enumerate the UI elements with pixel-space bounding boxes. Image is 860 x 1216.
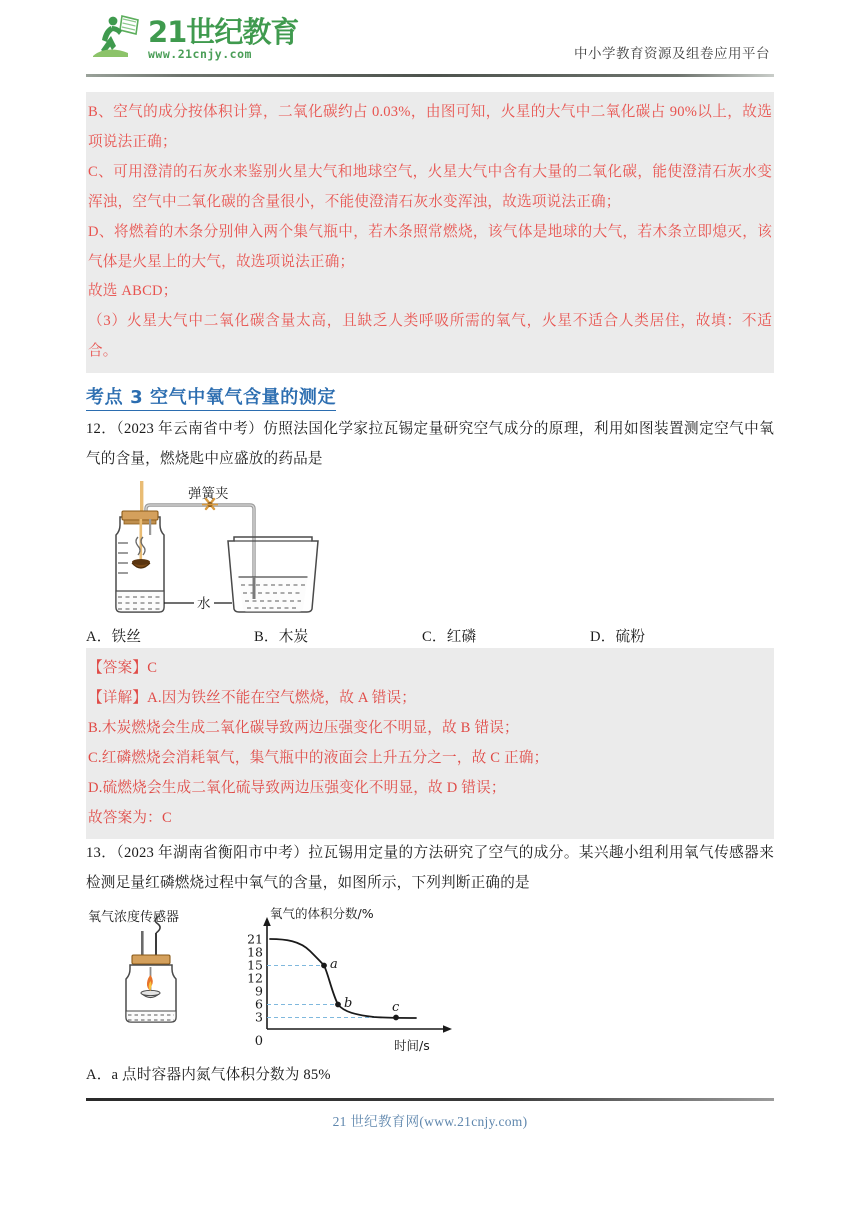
point-b bbox=[335, 1002, 341, 1008]
header-tagline: 中小学教育资源及组卷应用平台 bbox=[574, 46, 770, 62]
svg-text:21: 21 bbox=[247, 931, 263, 947]
answer-label: 【答案】 bbox=[88, 659, 148, 676]
question-13-figure bbox=[86, 905, 774, 1055]
section-heading-wrap bbox=[86, 373, 774, 415]
explanation-line: B、空气的成分按体积计算，二氧化碳约占 0.03%，由图可知，火星的大气中二氧化碳占 90%以上，故选项说法正确； bbox=[88, 104, 772, 150]
option-c[interactable]: C．红磷 bbox=[422, 628, 477, 645]
water-label: 水 bbox=[197, 595, 211, 612]
oxygen-fraction-line-chart bbox=[234, 905, 484, 1055]
explanation-line: C、可用澄清的石灰水来鉴别火星大气和地球空气，火星大气中含有大量的二氧化碳，能使澄清石灰水变浑浊，空气中二氧化碳的含量很小，不能使澄清石灰水变浑浊，故选项说法正确； bbox=[88, 163, 772, 210]
site-header bbox=[86, 0, 774, 72]
svg-text:15: 15 bbox=[247, 957, 263, 973]
point-c bbox=[393, 1015, 399, 1021]
explanation-line: 故选 ABCD； bbox=[88, 283, 178, 300]
y-tick-labels bbox=[247, 932, 263, 1025]
answer-value: C bbox=[147, 659, 158, 676]
option-a[interactable]: A．铁丝 bbox=[86, 628, 142, 645]
gas-jar-apparatus-diagram bbox=[102, 481, 354, 621]
logo-brand-text: 21世纪教育 bbox=[148, 14, 299, 49]
option-d[interactable]: D．硫粉 bbox=[590, 628, 646, 645]
answer-line bbox=[88, 654, 772, 684]
x-axis-arrow bbox=[443, 1025, 452, 1033]
detail-line: B.木炭燃烧会生成二氧化碳导致两边压强变化不明显，故 B 错误； bbox=[88, 719, 519, 736]
point-a-label: a bbox=[330, 957, 338, 973]
svg-text:6: 6 bbox=[255, 996, 263, 1012]
point-b-label: b bbox=[344, 996, 353, 1012]
footer-text: 21 世纪教育网(www.21cnjy.com) bbox=[332, 1113, 528, 1129]
detail-line: 【详解】A.因为铁丝不能在空气燃烧，故 A 错误； bbox=[88, 689, 417, 706]
site-logo bbox=[92, 12, 298, 60]
svg-text:3: 3 bbox=[255, 1009, 263, 1025]
footer-divider bbox=[86, 1098, 774, 1101]
question-13-option-a[interactable]: A．a 点时容器内氮气体积分数为 85% bbox=[86, 1067, 331, 1084]
point-a bbox=[321, 963, 327, 969]
detail-line: C.红磷燃烧会消耗氧气，集气瓶中的液面会上升五分之一，故 C 正确； bbox=[88, 749, 549, 766]
question-12-stem: 12．（2023 年云南省中考）仿照法国化学家拉瓦锡定量研究空气成分的原理，利用如图装置测定空气中氧气的含量，燃烧匙中应盛放的药品是 bbox=[86, 421, 774, 468]
section-heading: 考点 3 空气中氧气含量的测定 bbox=[86, 383, 336, 411]
explanation-line: （3）火星大气中二氧化碳含量太高，且缺乏人类呼吸所需的氧气，火星不适合人类居住，故填：不适合。 bbox=[88, 313, 772, 360]
guide-lines bbox=[267, 966, 396, 1018]
question-12-figure bbox=[102, 481, 774, 621]
running-figure-logo-icon bbox=[92, 12, 144, 60]
question-13-stem: 13．（2023 年湖南省衡阳市中考）拉瓦锡用定量的方法研究了空气的成分。某兴趣小组利用氧气传感器来检测足量红磷燃烧过程中氧气的含量，如图所示，下列判断正确的是 bbox=[86, 845, 774, 892]
option-b[interactable]: B．木炭 bbox=[254, 628, 309, 645]
detail-line: D.硫燃烧会生成二氧化硫导致两边压强变化不明显，故 D 错误； bbox=[88, 779, 506, 796]
svg-text:9: 9 bbox=[255, 983, 263, 999]
svg-text:12: 12 bbox=[247, 970, 263, 986]
chart-points bbox=[321, 957, 400, 1020]
question-12-options bbox=[86, 625, 774, 646]
point-c-label: c bbox=[392, 1000, 400, 1016]
svg-text:18: 18 bbox=[247, 944, 263, 960]
origin-label: 0 bbox=[254, 1034, 263, 1050]
chart-x-axis-title: 时间/s bbox=[394, 1038, 430, 1054]
oxygen-sensor-diagram bbox=[86, 905, 234, 1027]
answer-explanation-block-1 bbox=[86, 92, 774, 373]
answer-explanation-block-2 bbox=[86, 648, 774, 839]
explanation-line: D、将燃着的木条分别伸入两个集气瓶中，若木条照常燃烧，该气体是地球的大气，若木条立即熄灭，该气体是火星上的大气，故选项说法正确； bbox=[88, 223, 772, 270]
spring-clip-label: 弹簧夹 bbox=[188, 485, 229, 502]
logo-url-text: www.21cnjy.com bbox=[148, 46, 252, 61]
detail-line: 故答案为：C bbox=[88, 809, 172, 826]
chart-y-axis-title: 氧气的体积分数/% bbox=[270, 906, 374, 922]
sensor-label: 氧气浓度传感器 bbox=[88, 910, 180, 926]
